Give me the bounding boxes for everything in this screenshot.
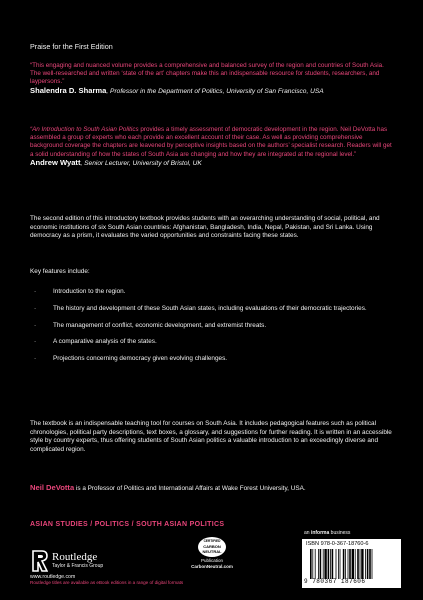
ebook-footnote: Routledge titles are available as eBook editions in a range of digital formats [30,580,184,585]
quote-1-affiliation: , Professor in the Department of Politics, University of San Francisco, USA [106,87,324,95]
quote-1-text: “This engaging and nuanced volume provides a comprehensive and balanced survey of the region and countries of South Asia. The well-researched and written ‘state of the art’ chapters make this an indispensable resource for students, researchers, and laypersons.” [30,62,384,86]
barcode-icon [310,549,398,579]
subject-categories: ASIAN STUDIES / POLITICS / SOUTH ASIAN POLITICS [30,521,225,528]
publisher-website: www.routledge.com [30,574,76,580]
quote-2-author: Andrew Wyatt [30,157,81,167]
list-item: · The management of conflict, economic development, and extremist threats. [34,321,267,329]
quote-1-attribution [30,87,396,96]
features-list [30,288,396,372]
bullet-icon: · [34,338,37,346]
publisher-group: Taylor & Francis Group [52,563,104,569]
bullet-icon: · [34,288,37,295]
author-bio-text: is a Professor of Politics and International Affairs at Wake Forest University, USA. [74,485,306,492]
praise-heading: Praise for the First Edition [30,42,113,51]
quote-2-text: provides a timely assessment of democratic development in the region. Neil DeVotta has assembled a group of experts who each provide an excellent account of their case. As well as providing comprehensive background coverage the chapters are leavened by perceptive insights based on the authors’ specialist research. Readers will get a solid understanding of how the states of South Asia are changing and how they are integrated at the regional level.” [30,126,392,158]
description-paragraph: The second edition of this introductory textbook provides students with an overarching understanding of social, political, and economic institutions of six South Asian countries: Afghanistan, Bangladesh, India, Nepal, Pakistan, and Sri Lanka. Using democracy as a prism, it evaluates the varied opportunities and constraints facing these states. [30,215,380,240]
list-item: · Introduction to the region. [34,288,126,295]
list-item: · A comparative analysis of the states. [34,338,157,346]
quote-2 [30,126,396,168]
bullet-icon: · [34,355,37,363]
quote-2-affiliation: , Senior Lecturer, University of Bristol, UK [80,159,202,167]
svg-text:CERTIFIED: CERTIFIED [203,539,221,543]
routledge-logo-icon [30,550,48,572]
publisher-name: Routledge [52,551,98,563]
carbon-neutral-website: CarbonNeutral.com [191,564,233,569]
bullet-icon: · [34,304,37,312]
list-item: · The history and development of these South Asian states, including evaluations of their democratic trajectories. [34,304,367,312]
quote-1 [30,62,396,96]
svg-text:CARBON: CARBON [203,544,221,549]
barcode-number: 9 780367 187606 [304,578,366,585]
carbon-neutral-label: Publication [200,558,223,563]
features-intro: Key features include: [30,268,90,275]
description-paragraph-2: The textbook is an indispensable teaching tool for courses on South Asia. It includes pedagogical features such as political chronologies, political party descriptions, text boxes, a glossary, and suggestions for further reading. It is written in an accessible style by country experts, thus offering students of South Asian politics a valuable introduction to an exceedingly diverse and complicated region. [30,420,392,453]
carbon-neutral-block [186,536,238,569]
author-bio [30,484,396,494]
informa-tagline: an informa business [304,530,351,536]
carbon-neutral-badge-icon [197,536,227,558]
svg-text:NEUTRAL: NEUTRAL [202,549,222,554]
barcode-block [302,539,401,588]
list-item: · Projections concerning democracy given evolving challenges. [34,355,228,363]
informa-brand: informa [310,530,330,536]
isbn-number: ISBN 978-0-367-18760-6 [306,541,369,547]
quote-2-attribution [30,159,396,168]
author-name: Neil DeVotta [30,483,75,492]
publisher-block [52,552,103,570]
bullet-icon: · [34,321,37,329]
quote-2-title: “An Introduction to South Asian Politics [30,126,139,133]
quote-1-author: Shalendra D. Sharma [30,85,107,95]
